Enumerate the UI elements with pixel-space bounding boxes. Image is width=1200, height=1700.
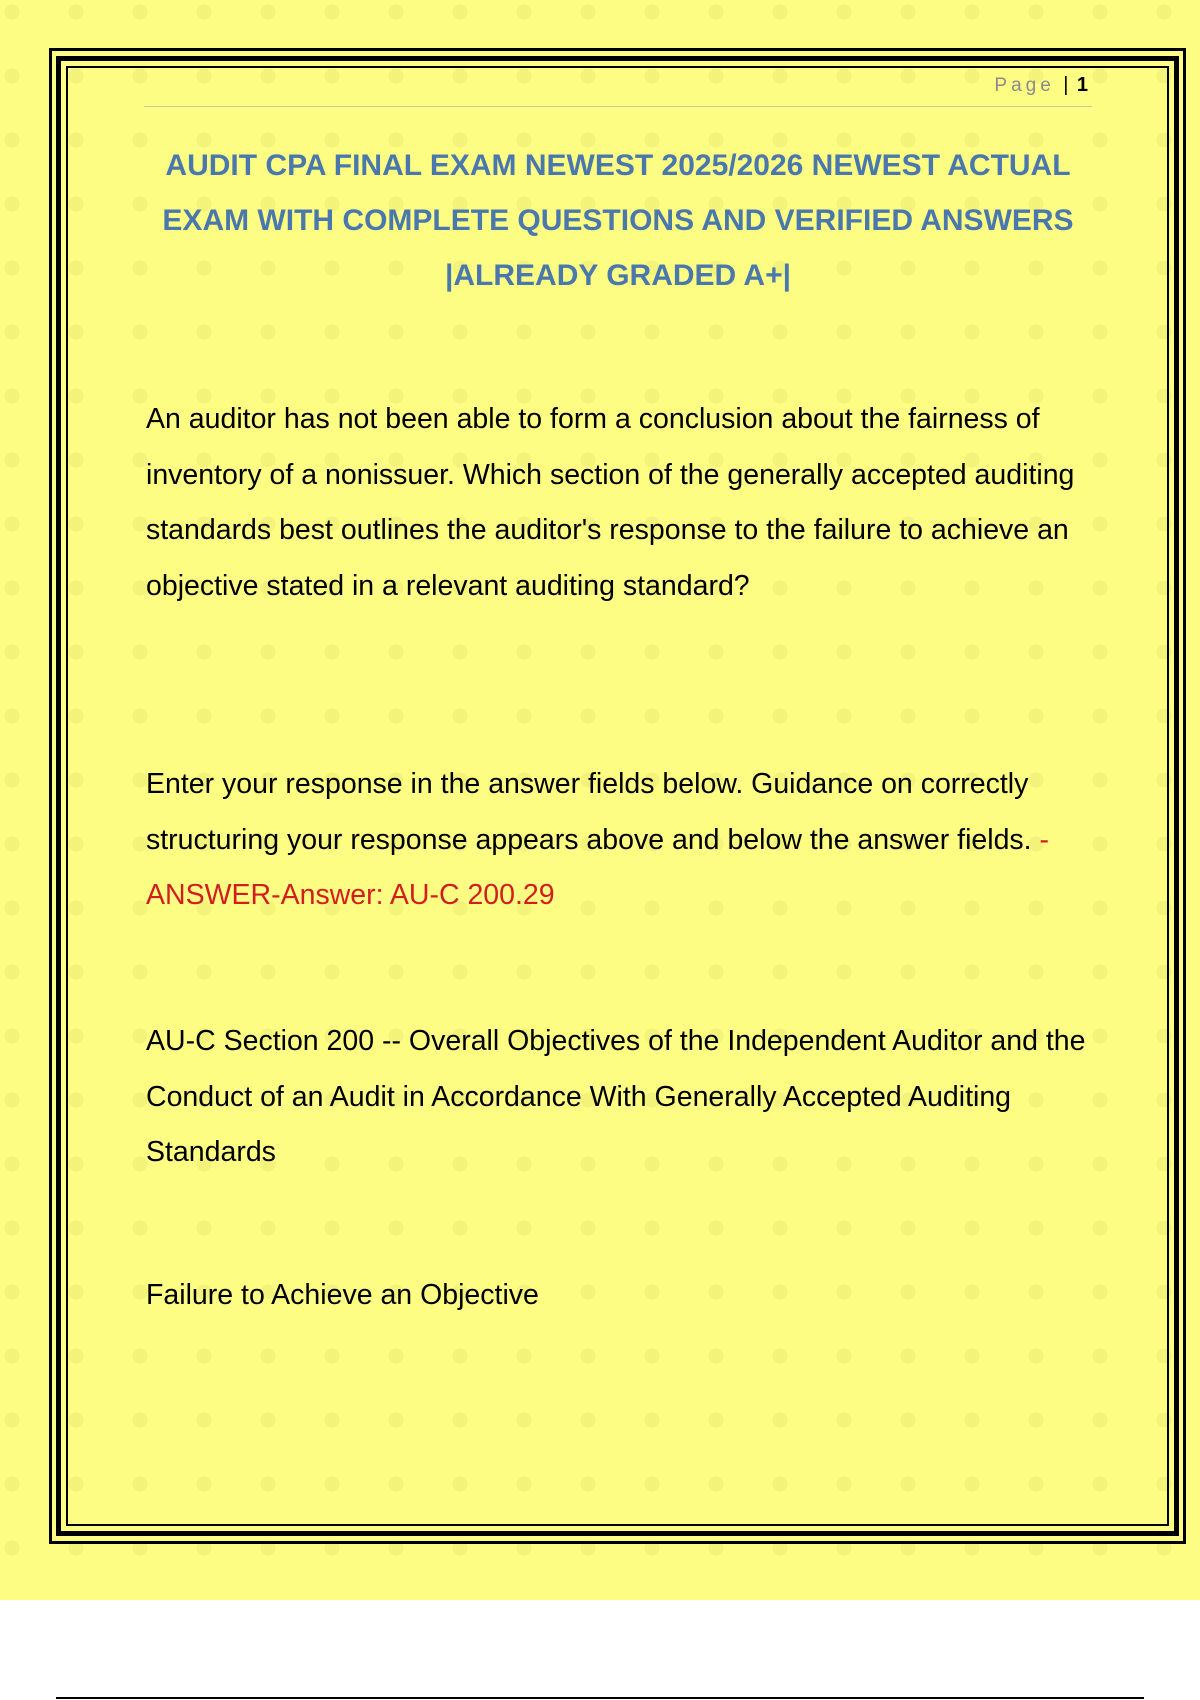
document-title: AUDIT CPA FINAL EXAM NEWEST 2025/2026 NEWEST ACTUAL EXAM WITH COMPLETE QUESTIONS AND VERIFIED ANSWERS |ALREADY GRADED A+| (162, 149, 1074, 292)
page-number: 1 (1076, 74, 1088, 96)
page-header (144, 74, 1092, 107)
page-label: Page (994, 75, 1055, 96)
instructions-text: Enter your response in the answer fields below. Guidance on correctly structuring your response appears above and below the answer fields. (146, 768, 1032, 856)
subsection-heading: Failure to Achieve an Objective (146, 1279, 539, 1311)
question-text: An auditor has not been able to form a conclusion about the fairness of inventory of a nonissuer. Which section of the generally accepted auditing standards best outlines the auditor's response to the failure to achieve an objective stated in a relevant auditing standard? (146, 403, 1075, 602)
answer-text: - ANSWER-Answer: AU-C 200.29 (146, 823, 1050, 911)
page-separator: | (1063, 74, 1069, 96)
section-heading: AU-C Section 200 -- Overall Objectives of the Independent Auditor and the Conduct of an Audit in Accordance With Generally Accepted Auditing Standards (146, 1025, 1086, 1168)
footer-divider (56, 1697, 1144, 1699)
instructions-paragraph (146, 757, 1096, 924)
